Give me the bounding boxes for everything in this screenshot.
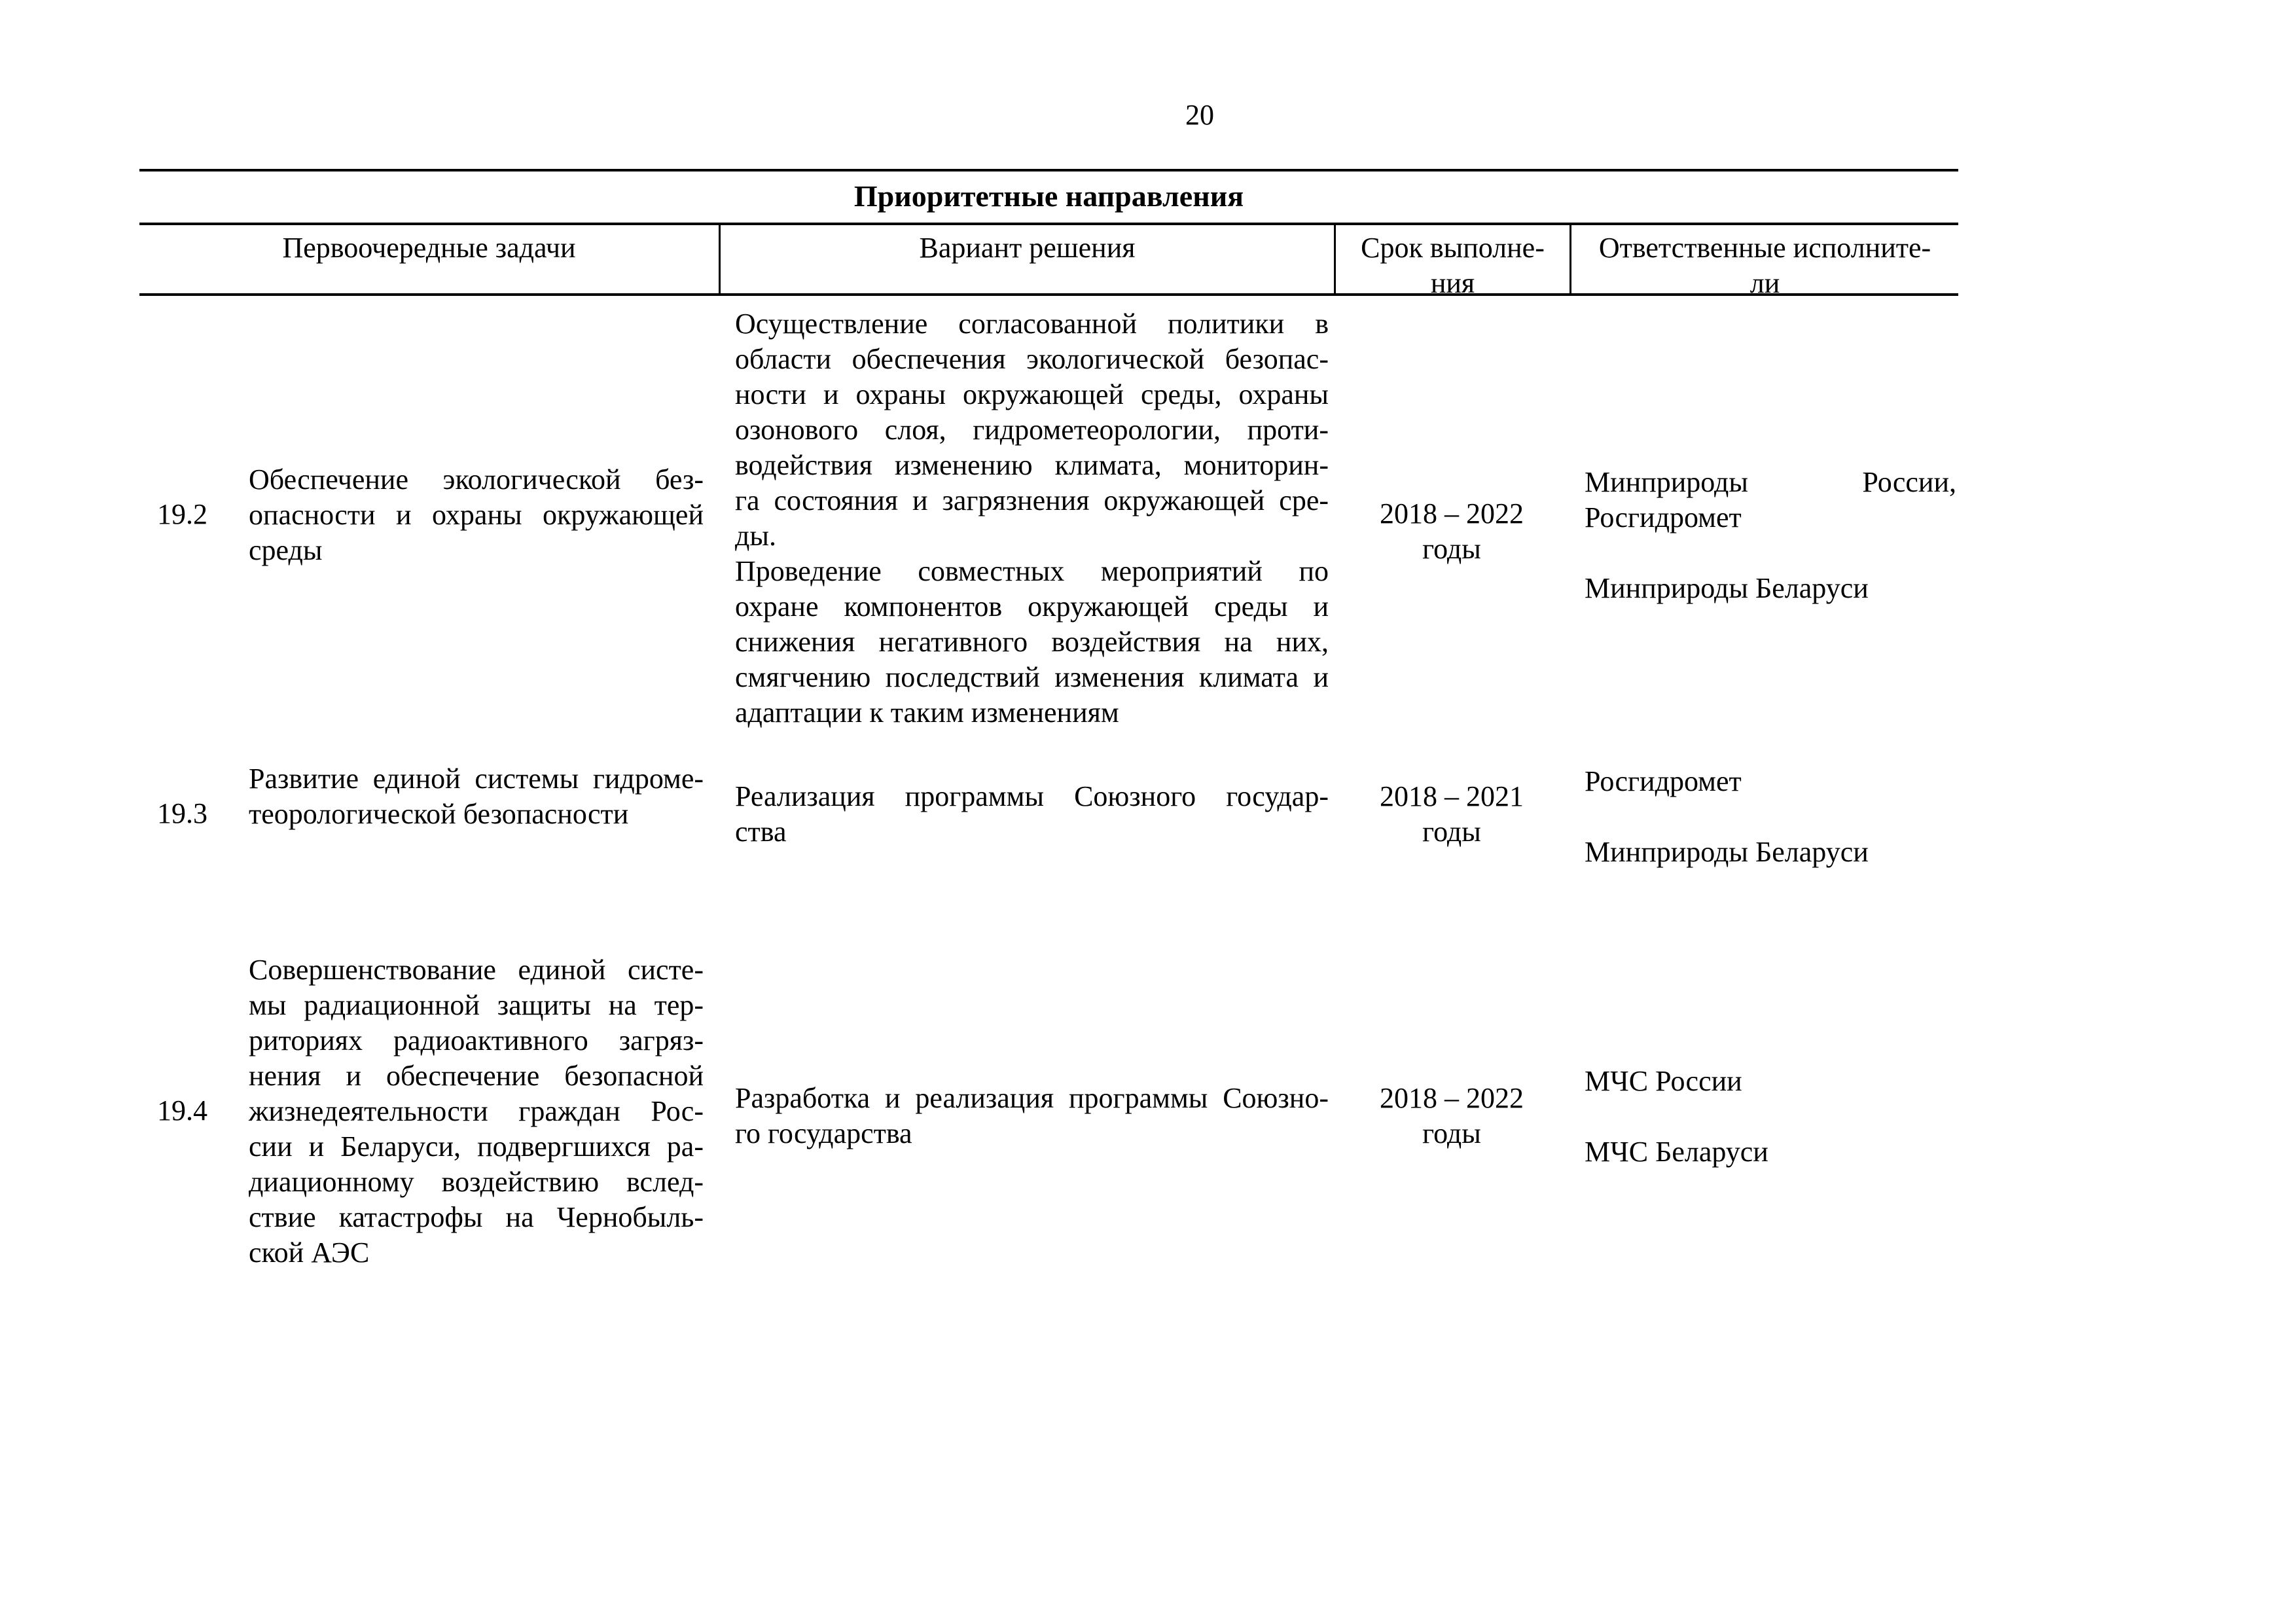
text-line: сии и Беларуси, подвергшихся ра- — [249, 1130, 704, 1163]
text-line: области обеспечения экологической безопас- — [735, 343, 1329, 375]
text-line: Развитие единой системы гидроме- — [249, 763, 704, 795]
row-term — [1334, 779, 1570, 850]
text-line: озонового слоя, гидрометеорологии, проти- — [735, 414, 1329, 446]
row-term — [1334, 496, 1570, 567]
text-line: ния — [1430, 267, 1475, 299]
text-line: годы — [1422, 533, 1481, 565]
text-line: ства — [735, 816, 787, 848]
text-line: ствие катастрофы на Чернобыль- — [249, 1201, 704, 1233]
text-line: МЧС Беларуси — [1585, 1136, 1768, 1168]
text-line: Первоочередные задачи — [282, 232, 576, 264]
text-line: годы — [1422, 1117, 1481, 1149]
row-task — [249, 952, 704, 1271]
row-solution — [735, 1081, 1329, 1151]
text-line: адаптации к таким изменениям — [735, 696, 1119, 729]
row-term — [1334, 1081, 1570, 1151]
text-line: Росгидромет — [1585, 765, 1742, 797]
text-line: Вариант решения — [919, 232, 1136, 264]
text-line: диационному воздействию вслед- — [249, 1166, 704, 1198]
text-line: Обеспечение экологической без- — [249, 463, 704, 496]
text-line — [1585, 1099, 1956, 1134]
page-number: 20 — [1185, 99, 1214, 131]
header-solution — [721, 225, 1334, 266]
row-number: 19.4 — [157, 1094, 207, 1127]
text-line: 2018 – 2022 — [1380, 497, 1524, 530]
table-top-rule — [139, 169, 1958, 171]
text-line: Реализация программы Союзного государ- — [735, 780, 1329, 812]
row-responsible — [1585, 1064, 1956, 1170]
text-line: годы — [1422, 816, 1481, 848]
header-tasks — [139, 225, 719, 266]
text-line: среды — [249, 534, 323, 566]
text-line: охране компонентов окружающей среды и — [735, 590, 1329, 623]
text-line: Минприроды России, — [1585, 466, 1956, 498]
text-line: опасности и охраны окружающей — [249, 499, 704, 531]
text-line: теорологической безопасности — [249, 798, 629, 830]
text-line: нения и обеспечение безопасной — [249, 1060, 704, 1092]
text-line: водействия изменению климата, мониторин- — [735, 449, 1329, 481]
text-line: жизнедеятельности граждан Рос- — [249, 1095, 704, 1127]
text-line: Совершенствование единой систе- — [249, 954, 704, 986]
row-solution — [735, 306, 1329, 731]
row-solution — [735, 779, 1329, 850]
table-title: Приоритетные направления — [853, 179, 1244, 213]
row-number: 19.3 — [157, 797, 207, 829]
text-line: Минприроды Беларуси — [1585, 572, 1869, 604]
text-line: снижения негативного воздействия на них, — [735, 626, 1329, 658]
text-line — [1585, 535, 1956, 571]
text-line: ли — [1749, 267, 1780, 299]
text-line: Разработка и реализация программы Союзно- — [735, 1082, 1329, 1114]
text-line: Осуществление согласованной политики в — [735, 308, 1329, 340]
row-task — [249, 462, 704, 568]
text-line: 2018 – 2022 — [1380, 1082, 1524, 1114]
row-responsible — [1585, 764, 1956, 870]
row-responsible — [1585, 465, 1956, 606]
text-line: Росгидромет — [1585, 501, 1742, 533]
text-line: Ответственные исполните- — [1598, 232, 1931, 264]
text-line: ской АЭС — [249, 1236, 370, 1269]
text-line: го государства — [735, 1117, 912, 1149]
text-line: Срок выполне- — [1361, 232, 1545, 264]
text-line — [1585, 799, 1956, 835]
text-line: Минприроды Беларуси — [1585, 836, 1869, 868]
text-line: Проведение совместных мероприятий по — [735, 555, 1329, 587]
text-line: га состояния и загрязнения окружающей сре- — [735, 484, 1329, 516]
row-task — [249, 761, 704, 832]
text-line: 2018 – 2021 — [1380, 780, 1524, 812]
text-line: мы радиационной защиты на тер- — [249, 989, 704, 1021]
header-responsible — [1571, 225, 1958, 301]
header-term — [1336, 225, 1570, 301]
text-line: смягчению последствий изменения климата и — [735, 661, 1329, 693]
text-line: ности и охраны окружающей среды, охраны — [735, 378, 1329, 410]
text-line: риториях радиоактивного загряз- — [249, 1024, 704, 1056]
row-number: 19.2 — [157, 498, 207, 530]
text-line: МЧС России — [1585, 1065, 1742, 1097]
text-line: ды. — [735, 520, 776, 552]
